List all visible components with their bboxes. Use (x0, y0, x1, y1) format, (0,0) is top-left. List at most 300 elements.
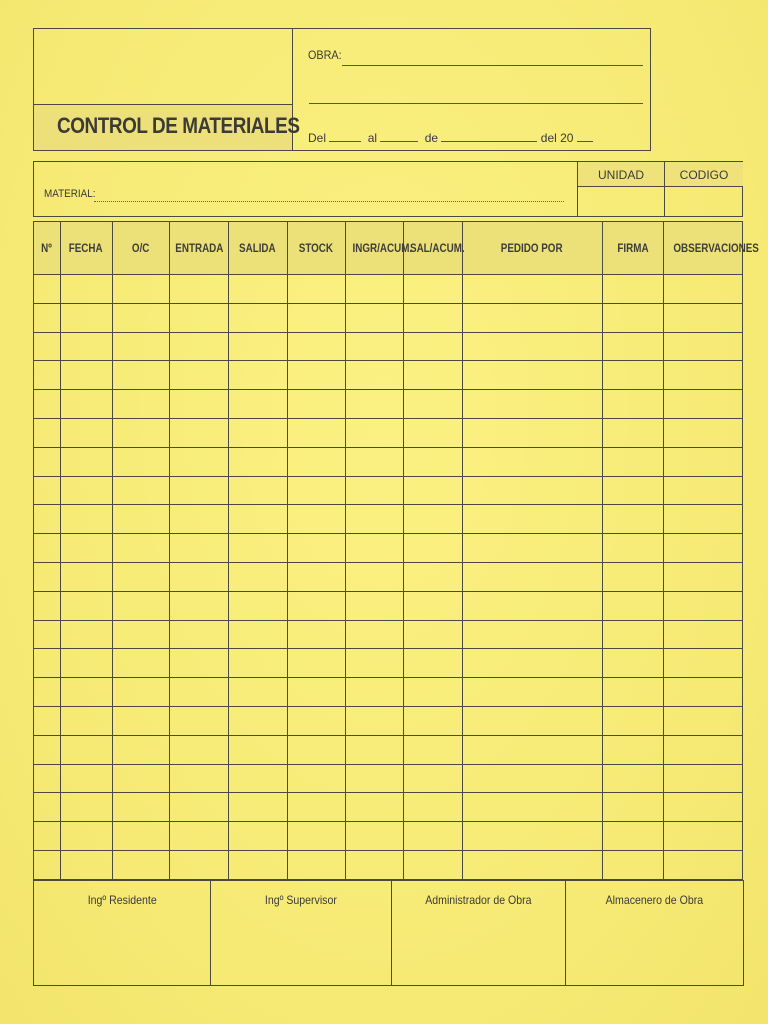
table-cell[interactable] (228, 562, 287, 591)
signature-residente[interactable] (34, 881, 211, 985)
table-cell[interactable] (169, 764, 228, 793)
table-cell[interactable] (287, 534, 345, 563)
table-row (34, 275, 742, 304)
table-cell[interactable] (228, 764, 287, 793)
obra-line-2[interactable] (309, 103, 643, 104)
table-cell[interactable] (663, 361, 742, 390)
table-cell[interactable] (403, 275, 462, 304)
table-cell[interactable] (112, 706, 169, 735)
table-cell[interactable] (228, 447, 287, 476)
table-cell[interactable] (34, 476, 60, 505)
table-cell[interactable] (403, 562, 462, 591)
table-cell[interactable] (34, 303, 60, 332)
table-cell[interactable] (663, 591, 742, 620)
table-cell[interactable] (602, 649, 663, 678)
table-cell[interactable] (169, 361, 228, 390)
table-cell[interactable] (169, 850, 228, 879)
table-cell[interactable] (663, 505, 742, 534)
signature-label: Ingº Residente (87, 893, 157, 907)
table-cell[interactable] (60, 534, 112, 563)
table-cell[interactable] (602, 764, 663, 793)
table-cell[interactable] (112, 332, 169, 361)
date-de-label: de (424, 131, 439, 145)
table-cell[interactable] (663, 418, 742, 447)
table-cell[interactable] (287, 678, 345, 707)
table-cell[interactable] (403, 764, 462, 793)
table-cell[interactable] (345, 332, 403, 361)
table-cell[interactable] (345, 476, 403, 505)
signature-almacenero[interactable] (566, 881, 743, 985)
codigo-field[interactable] (665, 187, 743, 216)
table-cell[interactable] (287, 303, 345, 332)
table-cell[interactable] (602, 418, 663, 447)
table-cell[interactable] (228, 505, 287, 534)
table-cell[interactable] (112, 793, 169, 822)
table-cell[interactable] (663, 275, 742, 304)
table-cell[interactable] (228, 735, 287, 764)
table-cell[interactable] (602, 447, 663, 476)
table-cell[interactable] (169, 332, 228, 361)
date-year-label: del 20 (540, 131, 574, 145)
column-header-label: SAL/ACUM. (409, 241, 465, 255)
table-cell[interactable] (345, 303, 403, 332)
table-cell[interactable] (287, 390, 345, 419)
table-cell[interactable] (663, 534, 742, 563)
column-header-label: ENTRADA (174, 241, 223, 255)
table-cell[interactable] (663, 793, 742, 822)
table-cell[interactable] (34, 505, 60, 534)
signature-block (33, 880, 744, 986)
table-cell[interactable] (602, 390, 663, 419)
table-cell[interactable] (403, 678, 462, 707)
table-row (34, 822, 742, 851)
table-cell[interactable] (60, 562, 112, 591)
table-cell[interactable] (287, 591, 345, 620)
table-cell[interactable] (602, 591, 663, 620)
table-cell[interactable] (60, 850, 112, 879)
obra-area (292, 28, 650, 151)
table-cell[interactable] (112, 418, 169, 447)
table-cell[interactable] (602, 275, 663, 304)
table-cell[interactable] (462, 505, 602, 534)
table-cell[interactable] (345, 735, 403, 764)
table-cell[interactable] (663, 620, 742, 649)
table-cell[interactable] (112, 275, 169, 304)
table-cell[interactable] (462, 591, 602, 620)
table-cell[interactable] (169, 534, 228, 563)
table-cell[interactable] (169, 275, 228, 304)
table-cell[interactable] (287, 735, 345, 764)
table-cell[interactable] (228, 332, 287, 361)
table-cell[interactable] (112, 850, 169, 879)
table-cell[interactable] (169, 390, 228, 419)
table-cell[interactable] (169, 822, 228, 851)
table-cell[interactable] (60, 447, 112, 476)
table-cell[interactable] (60, 390, 112, 419)
table-cell[interactable] (345, 591, 403, 620)
table-row (34, 303, 742, 332)
table-cell[interactable] (403, 418, 462, 447)
table-cell[interactable] (462, 764, 602, 793)
table-cell[interactable] (112, 390, 169, 419)
table-cell[interactable] (403, 476, 462, 505)
table-cell[interactable] (34, 822, 60, 851)
table-cell[interactable] (663, 764, 742, 793)
table-cell[interactable] (60, 361, 112, 390)
date-del-label: Del (308, 131, 327, 145)
column-header (228, 222, 287, 275)
table-cell[interactable] (287, 562, 345, 591)
table-cell[interactable] (60, 591, 112, 620)
table-cell[interactable] (663, 822, 742, 851)
table-cell[interactable] (34, 332, 60, 361)
table-cell[interactable] (112, 735, 169, 764)
table-cell[interactable] (287, 706, 345, 735)
table-cell[interactable] (663, 390, 742, 419)
table-cell[interactable] (403, 591, 462, 620)
table-cell[interactable] (169, 735, 228, 764)
table-cell[interactable] (112, 447, 169, 476)
table-cell[interactable] (60, 793, 112, 822)
table-cell[interactable] (34, 534, 60, 563)
table-row (34, 476, 742, 505)
column-header (345, 222, 412, 275)
table-cell[interactable] (112, 591, 169, 620)
table-cell[interactable] (169, 476, 228, 505)
table-cell[interactable] (60, 620, 112, 649)
table-cell[interactable] (60, 275, 112, 304)
table-cell[interactable] (345, 649, 403, 678)
table-cell[interactable] (602, 562, 663, 591)
table-cell[interactable] (403, 303, 462, 332)
table-cell[interactable] (345, 562, 403, 591)
table-cell[interactable] (34, 361, 60, 390)
column-header-label: INGR/ACUM. (352, 241, 412, 255)
table-cell[interactable] (287, 505, 345, 534)
table-row (34, 764, 742, 793)
table-cell[interactable] (112, 678, 169, 707)
column-header (602, 222, 663, 275)
column-header-label: O/C (131, 241, 150, 255)
signature-administrador[interactable] (392, 881, 566, 985)
signature-label: Administrador de Obra (425, 893, 532, 907)
table-cell[interactable] (34, 735, 60, 764)
table-cell[interactable] (602, 361, 663, 390)
table-cell[interactable] (663, 678, 742, 707)
table-cell[interactable] (60, 303, 112, 332)
table-cell[interactable] (228, 822, 287, 851)
table-cell[interactable] (403, 390, 462, 419)
table-cell[interactable] (345, 678, 403, 707)
table-row (34, 418, 742, 447)
materials-table (33, 221, 759, 881)
table-cell[interactable] (602, 822, 663, 851)
table-cell[interactable] (287, 649, 345, 678)
table-cell[interactable] (345, 361, 403, 390)
table-cell[interactable] (169, 678, 228, 707)
table-cell[interactable] (60, 706, 112, 735)
table-cell[interactable] (287, 620, 345, 649)
table-cell[interactable] (462, 735, 602, 764)
table-cell[interactable] (60, 505, 112, 534)
table-cell[interactable] (169, 649, 228, 678)
table-cell[interactable] (663, 303, 742, 332)
table-cell[interactable] (34, 390, 60, 419)
table-cell[interactable] (663, 735, 742, 764)
page-title: CONTROL DE MATERIALES (57, 113, 300, 138)
table-cell[interactable] (228, 850, 287, 879)
table-row (34, 562, 742, 591)
column-header-label: PEDIDO POR (501, 241, 563, 255)
table-cell[interactable] (287, 447, 345, 476)
table-cell[interactable] (34, 275, 60, 304)
table-cell[interactable] (345, 620, 403, 649)
table-cell[interactable] (34, 418, 60, 447)
table-cell[interactable] (462, 534, 602, 563)
table-cell[interactable] (34, 850, 60, 879)
table-row (34, 447, 742, 476)
table-cell[interactable] (228, 706, 287, 735)
table-cell[interactable] (112, 764, 169, 793)
table-row (34, 649, 742, 678)
table-cell[interactable] (228, 649, 287, 678)
column-header (112, 222, 169, 275)
table-cell[interactable] (663, 850, 742, 879)
table-cell[interactable] (112, 620, 169, 649)
table-cell[interactable] (345, 764, 403, 793)
table-cell[interactable] (602, 793, 663, 822)
table-cell[interactable] (228, 418, 287, 447)
table-cell[interactable] (228, 476, 287, 505)
table-row (34, 390, 742, 419)
table-cell[interactable] (112, 534, 169, 563)
table-cell[interactable] (169, 591, 228, 620)
date-del-field[interactable] (329, 131, 361, 142)
table-cell[interactable] (403, 649, 462, 678)
table-cell[interactable] (169, 562, 228, 591)
table-cell[interactable] (403, 706, 462, 735)
table-cell[interactable] (602, 505, 663, 534)
table-cell[interactable] (60, 735, 112, 764)
table-cell[interactable] (663, 476, 742, 505)
column-header-label: STOCK (298, 241, 334, 255)
material-label: MATERIAL: (44, 188, 96, 200)
table-cell[interactable] (663, 706, 742, 735)
table-cell[interactable] (228, 620, 287, 649)
table-cell[interactable] (287, 361, 345, 390)
table-cell[interactable] (34, 678, 60, 707)
table-cell[interactable] (602, 850, 663, 879)
table-cell[interactable] (287, 822, 345, 851)
table-cell[interactable] (462, 275, 602, 304)
table-cell[interactable] (60, 476, 112, 505)
table-cell[interactable] (462, 706, 602, 735)
table-cell[interactable] (462, 303, 602, 332)
table-cell[interactable] (345, 534, 403, 563)
table-cell[interactable] (287, 476, 345, 505)
table-cell[interactable] (169, 620, 228, 649)
table-cell[interactable] (345, 850, 403, 879)
column-header (287, 222, 345, 275)
table-cell[interactable] (462, 390, 602, 419)
table-row (34, 706, 742, 735)
table-cell[interactable] (34, 620, 60, 649)
signature-label: Almacenero de Obra (605, 893, 704, 907)
table-cell[interactable] (345, 505, 403, 534)
table-cell[interactable] (345, 447, 403, 476)
table-cell[interactable] (60, 764, 112, 793)
column-header-label: SALIDA (239, 241, 276, 255)
table-cell[interactable] (462, 793, 602, 822)
table-cell[interactable] (663, 562, 742, 591)
table-cell[interactable] (602, 303, 663, 332)
table-cell[interactable] (60, 649, 112, 678)
table-cell[interactable] (345, 275, 403, 304)
table-cell[interactable] (602, 476, 663, 505)
table-cell[interactable] (112, 562, 169, 591)
table-cell[interactable] (462, 361, 602, 390)
table-cell[interactable] (34, 591, 60, 620)
table-cell[interactable] (112, 361, 169, 390)
table-cell[interactable] (287, 275, 345, 304)
column-header (462, 222, 602, 275)
table-cell[interactable] (345, 390, 403, 419)
table-cell[interactable] (602, 620, 663, 649)
table-cell[interactable] (345, 418, 403, 447)
column-header-label: FECHA (69, 241, 103, 255)
table-cell[interactable] (403, 850, 462, 879)
table-cell[interactable] (602, 332, 663, 361)
table-cell[interactable] (287, 793, 345, 822)
table-cell[interactable] (112, 822, 169, 851)
table-cell[interactable] (403, 361, 462, 390)
column-header-label: Nº (41, 241, 53, 255)
table-cell[interactable] (287, 850, 345, 879)
table-cell[interactable] (462, 649, 602, 678)
table-cell[interactable] (34, 649, 60, 678)
column-header-label: FIRMA (616, 241, 649, 255)
table-row (34, 620, 742, 649)
column-header (403, 222, 465, 275)
table-cell[interactable] (403, 620, 462, 649)
table-cell[interactable] (403, 505, 462, 534)
table-cell[interactable] (112, 476, 169, 505)
table-cell[interactable] (228, 678, 287, 707)
table-cell[interactable] (462, 332, 602, 361)
table-cell[interactable] (462, 562, 602, 591)
table-row (34, 534, 742, 563)
table-cell[interactable] (462, 620, 602, 649)
table-cell[interactable] (462, 678, 602, 707)
column-header (60, 222, 112, 275)
table-cell[interactable] (345, 793, 403, 822)
table-cell[interactable] (169, 793, 228, 822)
date-year-field[interactable] (577, 131, 593, 142)
date-range (308, 131, 593, 145)
table-cell[interactable] (602, 678, 663, 707)
table-cell[interactable] (462, 447, 602, 476)
table-cell[interactable] (663, 649, 742, 678)
table-cell[interactable] (112, 649, 169, 678)
table-cell[interactable] (60, 418, 112, 447)
codigo-header: CODIGO (665, 162, 743, 187)
table-cell[interactable] (287, 332, 345, 361)
table-row (34, 332, 742, 361)
table-cell[interactable] (169, 303, 228, 332)
table-row (34, 793, 742, 822)
table-cell[interactable] (60, 332, 112, 361)
table-cell[interactable] (602, 534, 663, 563)
table-cell[interactable] (169, 447, 228, 476)
signature-supervisor[interactable] (211, 881, 392, 985)
material-field[interactable] (94, 201, 564, 202)
table-cell[interactable] (112, 303, 169, 332)
table-cell[interactable] (112, 505, 169, 534)
table-cell[interactable] (34, 706, 60, 735)
obra-label: OBRA: (308, 48, 342, 62)
date-al-field[interactable] (380, 131, 418, 142)
table-cell[interactable] (462, 418, 602, 447)
date-de-field[interactable] (441, 131, 537, 142)
obra-line-1[interactable] (342, 65, 643, 66)
table-cell[interactable] (228, 534, 287, 563)
unidad-field[interactable] (578, 187, 665, 216)
table-cell[interactable] (602, 735, 663, 764)
table-cell[interactable] (169, 505, 228, 534)
table-cell[interactable] (34, 562, 60, 591)
table-cell[interactable] (287, 418, 345, 447)
signature-label: Ingº Supervisor (265, 893, 337, 907)
date-al-label: al (367, 131, 378, 145)
table-cell[interactable] (34, 764, 60, 793)
table-cell[interactable] (345, 822, 403, 851)
table-cell[interactable] (403, 332, 462, 361)
table-cell[interactable] (345, 706, 403, 735)
table-cell[interactable] (228, 793, 287, 822)
table-cell[interactable] (602, 706, 663, 735)
table-row (34, 361, 742, 390)
table-cell[interactable] (403, 735, 462, 764)
table-cell[interactable] (60, 822, 112, 851)
table-cell[interactable] (169, 706, 228, 735)
table-cell[interactable] (228, 390, 287, 419)
table-cell[interactable] (34, 793, 60, 822)
table-cell[interactable] (228, 303, 287, 332)
table-cell[interactable] (403, 793, 462, 822)
table-cell[interactable] (403, 822, 462, 851)
table-row (34, 591, 742, 620)
table-cell[interactable] (228, 275, 287, 304)
table-cell[interactable] (169, 418, 228, 447)
table-cell[interactable] (60, 678, 112, 707)
table-cell[interactable] (403, 447, 462, 476)
table-cell[interactable] (663, 332, 742, 361)
table-cell[interactable] (228, 361, 287, 390)
material-area (34, 162, 578, 216)
table-cell[interactable] (663, 447, 742, 476)
table-cell[interactable] (462, 476, 602, 505)
table-cell[interactable] (287, 764, 345, 793)
table-cell[interactable] (462, 850, 602, 879)
unidad-header: UNIDAD (578, 162, 665, 187)
table-cell[interactable] (228, 591, 287, 620)
material-row (33, 161, 743, 217)
table-cell[interactable] (34, 447, 60, 476)
table-cell[interactable] (462, 822, 602, 851)
table-cell[interactable] (403, 534, 462, 563)
table-row (34, 735, 742, 764)
table-row (34, 505, 742, 534)
